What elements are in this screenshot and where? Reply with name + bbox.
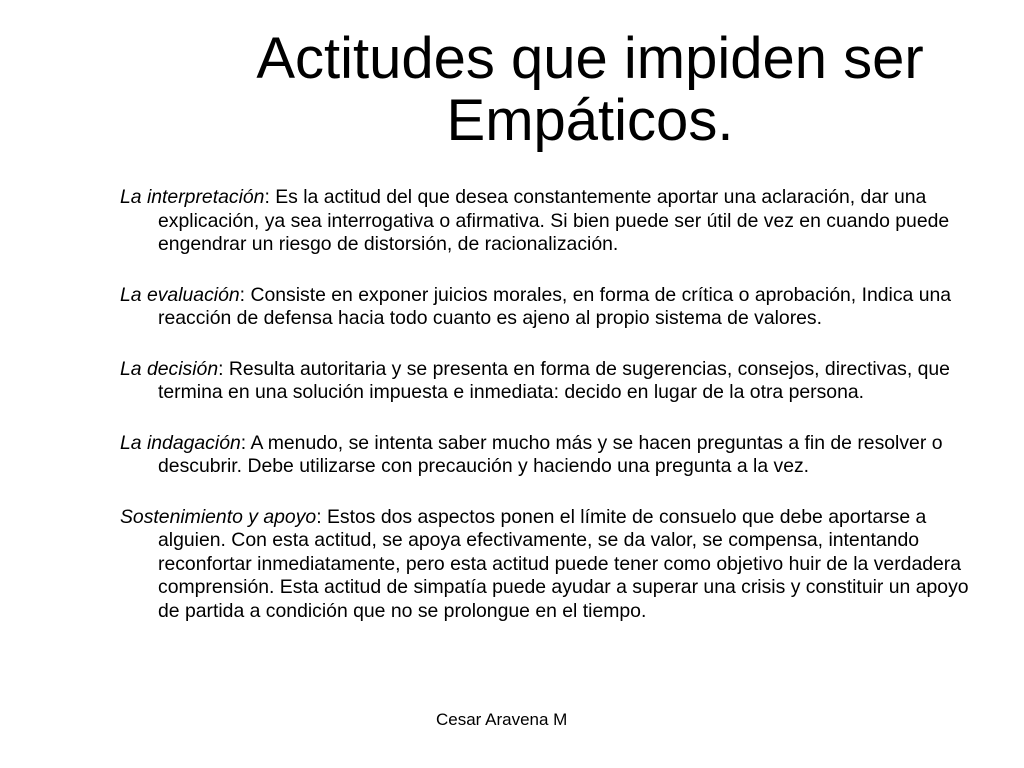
paragraph-evaluacion bbox=[120, 284, 978, 331]
term-interpretacion: La interpretación bbox=[120, 186, 265, 208]
text-indagacion: : A menudo, se intenta saber mucho más y se hacen preguntas a fin de resolver o descubrir. Debe utilizarse con precaución y haciendo una pregunta a la vez. bbox=[158, 431, 943, 477]
term-decision: La decisión bbox=[120, 357, 219, 380]
paragraph-indagacion bbox=[120, 432, 978, 479]
slide-title: Actitudes que impiden ser Empáticos. bbox=[256, 26, 924, 153]
paragraph-decision bbox=[120, 358, 978, 405]
slide-body bbox=[120, 186, 978, 650]
paragraph-sostenimiento bbox=[120, 506, 978, 624]
text-interpretacion: : Es la actitud del que desea constantemente aportar una aclaración, dar una explicación, ya sea interrogativa o afirmativa. Si bien puede ser útil de vez en cuando puede engendrar un riesgo de distorsión, de racionalización. bbox=[158, 186, 950, 255]
paragraph-interpretacion bbox=[120, 186, 978, 257]
term-evaluacion: La evaluación bbox=[120, 283, 240, 306]
text-sostenimiento: : Estos dos aspectos ponen el límite de consuelo que debe aportarse a alguien. Con esta actitud, se apoya efectivamente, se da valor, se compensa, intentando reconfortar inmediatamente, pero esta actitud puede tener como objetivo huir de la verdadera comprensión. Esta actitud de simpatía puede ayudar a superar una crisis y constituir un apoyo de partida a condición que no se prolongue en el tiempo. bbox=[158, 505, 969, 622]
text-decision: : Resulta autoritaria y se presenta en forma de sugerencias, consejos, directivas, que termina en una solución impuesta e inmediata: decido en lugar de la otra persona. bbox=[158, 357, 950, 403]
term-sostenimiento: Sostenimiento y apoyo bbox=[120, 505, 317, 528]
term-indagacion: La indagación bbox=[120, 431, 241, 454]
text-evaluacion: : Consiste en exponer juicios morales, en forma de crítica o aprobación, Indica una reacción de defensa hacia todo cuanto es ajeno al propio sistema de valores. bbox=[158, 283, 952, 329]
footer-author: Cesar Aravena M bbox=[436, 710, 568, 729]
